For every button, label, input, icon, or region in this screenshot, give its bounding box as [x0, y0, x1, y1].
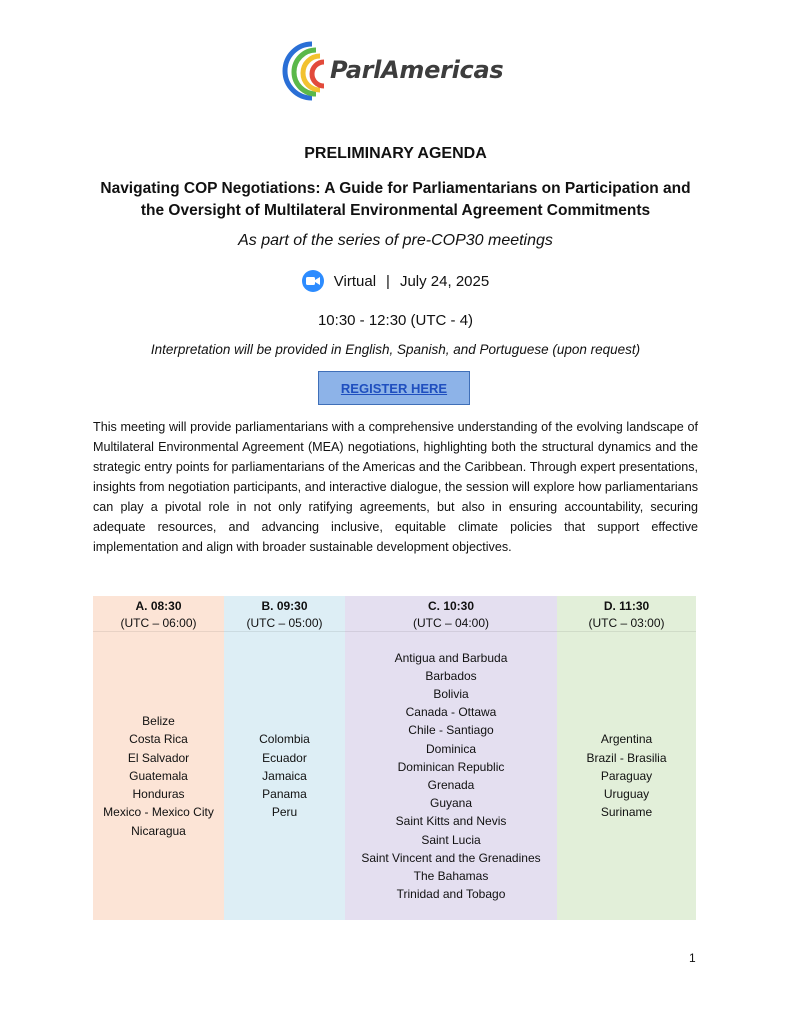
country-item: Suriname [600, 805, 653, 820]
country-item: Saint Vincent and the Grenadines [361, 850, 541, 865]
country-item: Mexico - Mexico City [103, 805, 214, 820]
meeting-subtitle [40, 178, 751, 222]
event-separator: | [386, 272, 390, 290]
zoom-camera-icon [302, 270, 324, 292]
column-countries [345, 632, 557, 920]
country-item: Paraguay [600, 768, 653, 783]
event-time: 10:30 - 12:30 (UTC - 4) [317, 312, 474, 329]
schedule-column-b [224, 596, 345, 920]
country-item: Dominica [425, 741, 476, 756]
country-item: Colombia [259, 732, 310, 747]
country-item: Saint Kitts and Nevis [395, 814, 507, 829]
country-item: Guyana [429, 796, 473, 811]
column-time-label: B. 09:30 [261, 599, 308, 613]
country-item: Grenada [427, 778, 475, 792]
column-countries [224, 632, 345, 920]
country-item: Peru [271, 805, 298, 820]
schedule-table [93, 596, 696, 920]
country-item: The Bahamas [413, 869, 489, 884]
page-title: PRELIMINARY AGENDA [304, 145, 487, 162]
schedule-column-d [557, 596, 696, 920]
country-item: Dominican Republic [397, 759, 505, 774]
meeting-description: This meeting will provide parliamentarians with a comprehensive understanding of the evolving landscape of Multilateral Environmental Agreement (MEA) negotiations, highlighting both the structural dynamics and the strategic entry points for parliamentarians of the Americas and the Caribbean. Through expert presentations, insights from negotiation participants, and interactive dialogue, the session will explore how parliamentarians can play a pivotal role in not only ratifying agreements, but also in ensuring accountability, securing adequate resources, and advancing inclusive, equitable climate policies that support effective implementation and align with broader sustainable development objectives. [93, 420, 698, 554]
country-item: Costa Rica [129, 732, 188, 747]
parlamericas-logo [282, 38, 522, 104]
schedule-column-c [345, 596, 557, 920]
event-date: July 24, 2025 [399, 272, 490, 290]
column-time-label: A. 08:30 [135, 599, 182, 613]
country-item: Brazil - Brasilia [586, 750, 667, 765]
column-header [557, 596, 696, 632]
interpretation-note: Interpretation will be provided in English, Spanish, and Portuguese (upon request) [150, 342, 641, 357]
country-item: Trinidad and Tobago [396, 887, 506, 902]
country-item: Belize [142, 714, 175, 729]
column-time-label: C. 10:30 [427, 599, 475, 613]
column-header [224, 596, 345, 632]
country-item: Jamaica [262, 768, 307, 783]
country-item: Canada - Ottawa [405, 705, 497, 720]
subtitle-line-1: Navigating COP Negotiations: A Guide for Parliamentarians on Participation and [100, 180, 691, 197]
country-item: Argentina [600, 732, 653, 747]
column-utc: (UTC – 03:00) [588, 616, 665, 630]
country-item: Panama [262, 787, 307, 802]
series-note: As part of the series of pre-COP30 meetings [238, 232, 553, 249]
country-item: Honduras [132, 787, 185, 802]
country-item: Guatemala [129, 768, 188, 783]
schedule-column-a [93, 596, 224, 920]
page-number: 1 [689, 951, 696, 965]
country-item: Bolivia [433, 686, 469, 701]
country-item: El Salvador [127, 750, 190, 765]
event-mode: Virtual [333, 272, 377, 290]
event-when [40, 270, 751, 292]
country-item: Saint Lucia [421, 832, 481, 847]
column-utc: (UTC – 06:00) [120, 616, 197, 630]
country-item: Uruguay [603, 787, 650, 802]
country-item: Nicaragua [131, 823, 186, 838]
column-utc: (UTC – 04:00) [412, 616, 490, 630]
country-item: Barbados [425, 668, 477, 683]
country-item: Chile - Santiago [408, 723, 494, 738]
column-header [93, 596, 224, 632]
column-header [345, 596, 557, 632]
column-countries [93, 632, 224, 920]
register-button[interactable]: REGISTER HERE [318, 371, 470, 405]
logo-text: ParlAmericas [330, 56, 504, 84]
column-time-label: D. 11:30 [603, 599, 650, 613]
subtitle-line-2: the Oversight of Multilateral Environmental Agreement Commitments [140, 202, 651, 219]
country-item: Ecuador [262, 750, 307, 765]
country-item: Antigua and Barbuda [394, 650, 508, 665]
column-utc: (UTC – 05:00) [246, 616, 323, 630]
column-countries [557, 632, 696, 920]
